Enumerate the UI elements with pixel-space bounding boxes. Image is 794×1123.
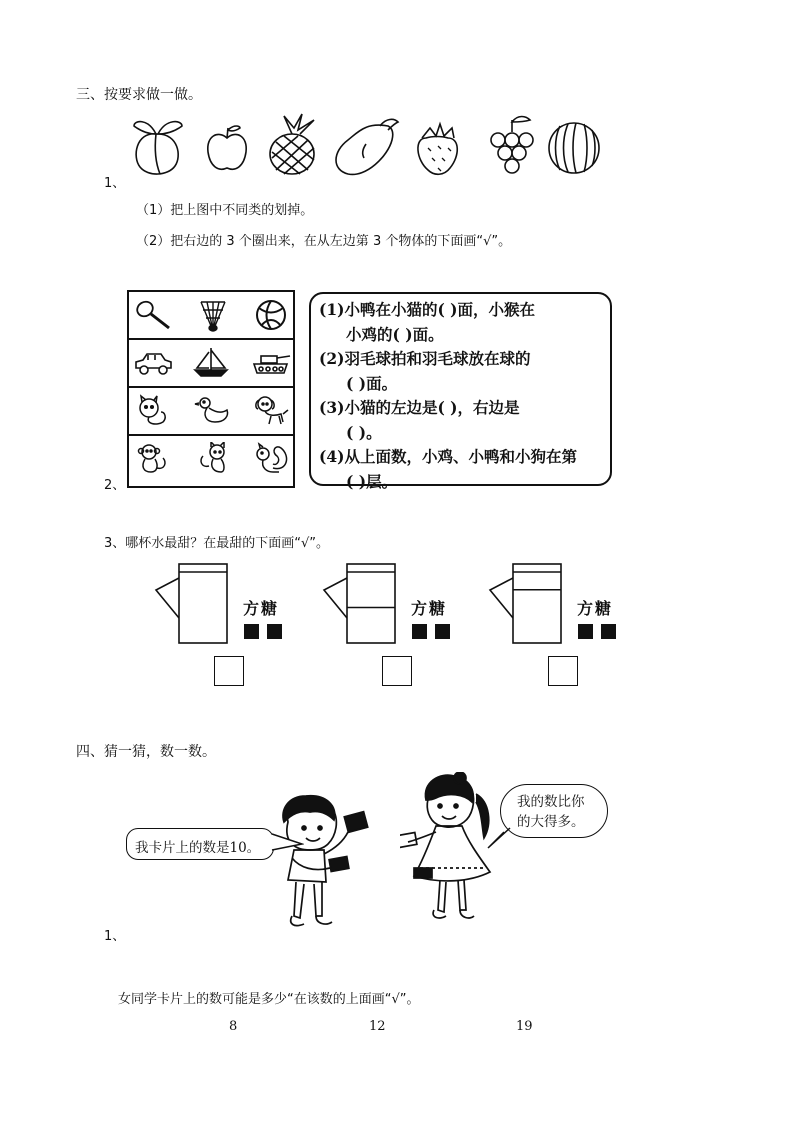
section4-q1-number: 1、 [104,929,126,944]
fruit-row-svg [126,112,606,178]
sugar-cube [267,624,282,639]
peach-icon [134,122,182,174]
q2-line-6: ( )。 [346,422,382,442]
q2-line-2: 小鸡的( )面。 [346,324,444,344]
q2-number: 2、 [104,478,126,493]
q2-line-8: ( )层。 [346,471,398,491]
grid-row-animals-1 [129,388,293,436]
cup-body [513,564,561,643]
cat-icon [133,394,173,428]
girl-illustration [400,772,504,928]
section4-q1-question: 女同学卡片上的数可能是多少“在该数的上面画“√”。 [118,992,420,1007]
squirrel-icon [251,442,291,476]
boy-illustration [270,792,380,938]
girl-speech-bubble [500,784,608,838]
sugar-cube [578,624,593,639]
duck-icon [193,394,233,428]
cup-handle [156,578,179,618]
q2-line-3: (2)羽毛球拍和羽毛球放在球的 [319,349,531,368]
cup-body [179,564,227,643]
apple-icon [208,126,246,169]
monkey-icon [133,442,173,476]
cup-group-1 [152,556,292,696]
boy-speech-bubble [126,828,274,860]
strawberry-icon [418,124,457,174]
q2-line-7: (4)从上面数，小鸡、小鸭和小狗在第 [319,447,577,466]
answer-box-cup-1[interactable] [214,656,244,686]
car-icon [133,346,173,380]
pineapple-icon [270,114,314,174]
q2-line-1: (1)小鸭在小猫的( )面，小猴在 [319,300,536,319]
q1-instruction-1: （1）把上图中不同类的划掉。 [136,203,314,218]
sugar-cube [601,624,616,639]
cup-1 [152,556,232,646]
cup-group-2 [320,556,460,696]
q2-line-5: (3)小猫的左边是( )，右边是 [319,398,520,417]
sugar-label: 方糖 [243,599,280,618]
q3-question: 3、哪杯水最甜？在最甜的下面画“√”。 [104,536,330,551]
section4-heading: 四、猜一猜，数一数。 [76,744,216,760]
girl-bubble-tail [486,826,512,850]
section3-heading: 三、按要求做一做。 [76,87,202,103]
q2-line-4: ( )面。 [346,373,398,393]
q2-question-box [309,292,612,491]
option-12[interactable]: 12 [369,1019,386,1034]
grid-row-animals-2 [129,436,293,482]
fruit-row [126,112,606,178]
sailboat-icon [191,346,231,380]
position-grid [127,290,295,488]
cup-3 [486,556,566,646]
dog-icon [251,394,291,428]
eggplant-icon [336,119,398,174]
ball-icon [251,298,291,332]
cup-2 [320,556,400,646]
grapes-icon [491,117,533,174]
cup-handle [324,578,347,618]
girl-speech-line-1: 我的数比你 [517,794,585,810]
shuttlecock-icon [193,298,233,332]
watermelon-icon [549,123,599,173]
answer-box-cup-3[interactable] [548,656,578,686]
sugar-label: 方糖 [577,599,614,618]
q1-instruction-2: （2）把右边的 3 个圈出来，在从左边第 3 个物体的下面画“√”。 [136,234,512,249]
sugar-cube [244,624,259,639]
q1-number: 1、 [104,176,126,191]
option-19[interactable]: 19 [516,1019,533,1034]
girl-speech-line-2: 的大得多。 [517,814,585,830]
kitten-icon [193,442,233,476]
boy-speech-text: 我卡片上的数是10。 [135,840,261,856]
tank-icon [251,346,291,380]
sugar-label: 方糖 [411,599,448,618]
racket-icon [133,298,173,332]
grid-row-sports [129,292,293,340]
option-8[interactable]: 8 [229,1019,238,1034]
answer-box-cup-2[interactable] [382,656,412,686]
grid-row-vehicles [129,340,293,388]
sugar-cube [435,624,450,639]
boy-bubble-tail [270,832,304,854]
cup-body [347,564,395,643]
cup-group-3 [486,556,626,696]
sugar-cube [412,624,427,639]
cup-handle [490,578,513,618]
